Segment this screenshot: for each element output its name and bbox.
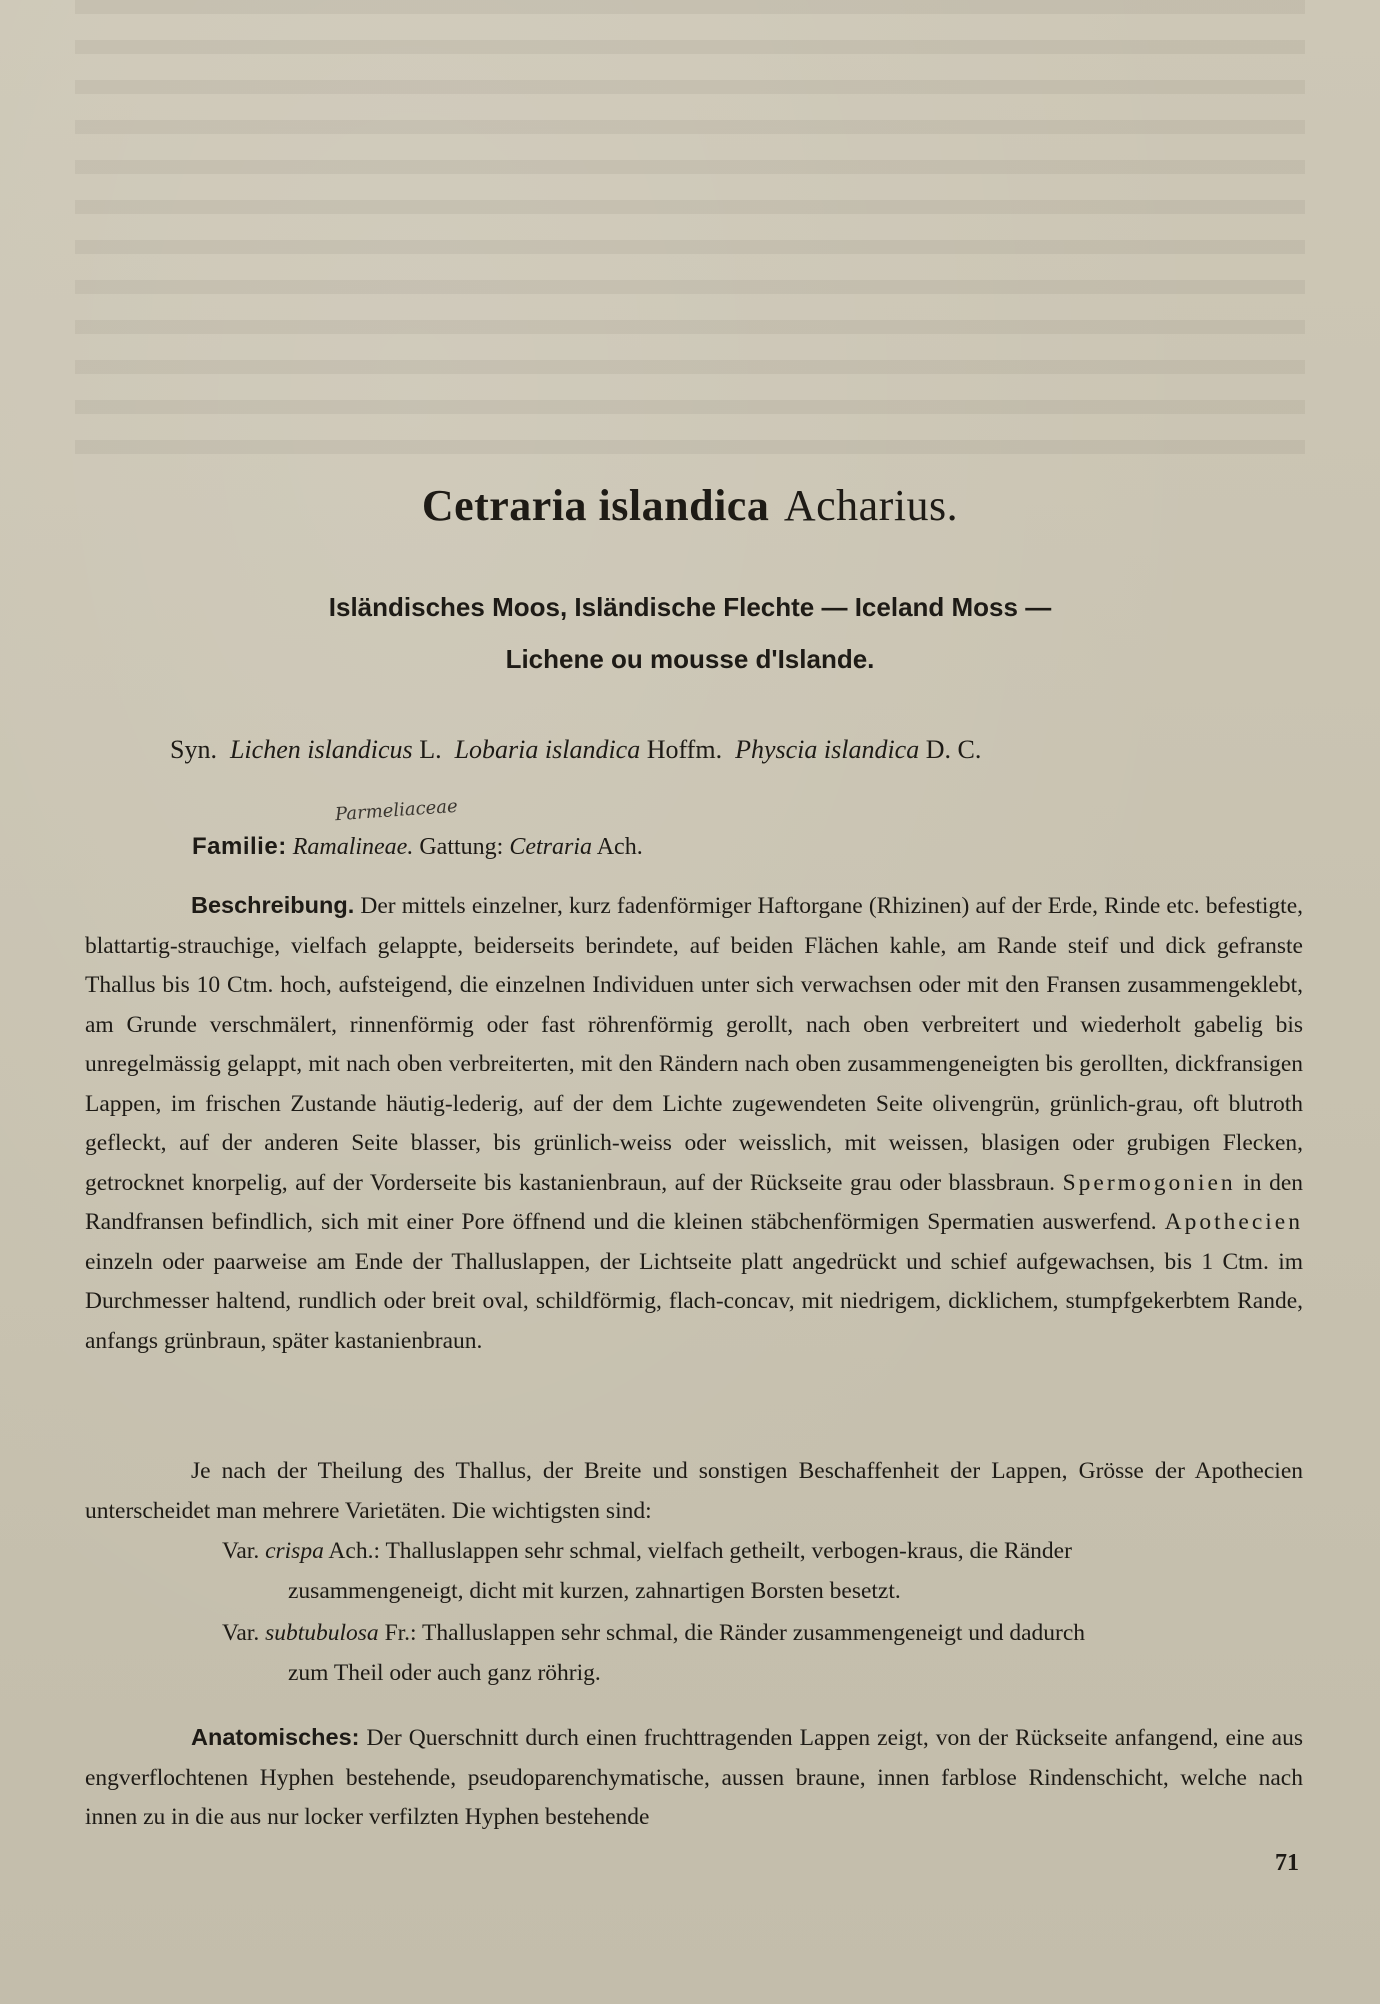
- family-name: Ramalineae.: [292, 834, 414, 860]
- anatomisches-text: Der Querschnitt durch einen fruchttragenden Lappen zeigt, von der Rückseite anfangend, eine aus engverflochtenen Hyphen bestehende, pseudoparenchymatische, aussen braune, innen farblose Rindenschicht, welche nach innen zu in die aus nur locker verfilzten Hyphen bestehende: [85, 1725, 1303, 1830]
- familie-label: Familie:: [192, 833, 287, 860]
- beschreibung-label: Beschreibung.: [191, 892, 355, 918]
- beschreibung-paragraph: [85, 886, 1303, 1361]
- page-number: 71: [1275, 1850, 1299, 1876]
- species-author: Acharius.: [783, 481, 959, 530]
- var2-author: Fr.:: [384, 1620, 417, 1646]
- var2-prefix: Var.: [222, 1620, 260, 1646]
- synonym-2-author: Hoffm.: [646, 735, 723, 764]
- common-names-line-2: Lichene ou mousse d'Islande.: [505, 644, 875, 674]
- synonym-1-name: Lichen islandicus: [229, 735, 413, 764]
- varieties-intro-paragraph: [85, 1452, 1303, 1531]
- var1-author: Ach.:: [328, 1538, 380, 1564]
- page-title: [0, 480, 1380, 531]
- common-names-line-1: Isländisches Moos, Isländische Flechte — Iceland Moss —: [328, 592, 1052, 622]
- apothecien-term: Apothecien: [1164, 1209, 1303, 1235]
- spermogonien-term: Spermogonien: [1062, 1169, 1236, 1196]
- synonym-2-name: Lobaria islandica: [454, 735, 641, 764]
- var1-line-2: zusammengeneigt, dicht mit kurzen, zahnartigen Borsten besetzt.: [288, 1577, 901, 1604]
- beschreibung-text-2: in den Randfransen befindlich, sich mit einer Pore öffnend und die kleinen stäbchenförmigen Spermatien auswerfend.: [85, 1169, 1304, 1235]
- var1-name: crispa: [265, 1538, 324, 1564]
- family-line: [192, 833, 643, 861]
- anatomisches-paragraph: [85, 1718, 1303, 1838]
- var2-line-2: zum Theil oder auch ganz röhrig.: [288, 1659, 601, 1686]
- beschreibung-text-3: einzeln oder paarweise am Ende der Thalluslappen, der Lichtseite platt angedrückt und schief aufgewachsen, bis 1 Ctm. im Durchmesser haltend, rundlich oder breit oval, schildförmig, flach-concav, mit niedrigem, dicklichem, stumpfgekerbtem Rande, anfangs grünbraun, später kastanienbraun.: [85, 1248, 1303, 1354]
- synonym-1-author: L.: [419, 735, 442, 764]
- var2-name: subtubulosa: [265, 1620, 379, 1646]
- species-name: Cetraria islandica: [421, 481, 770, 530]
- genus-name: Cetraria: [509, 834, 593, 860]
- varieties-intro-text: Je nach der Theilung des Thallus, der Breite und sonstigen Beschaffenheit der Lappen, Grösse der Apothecien unterscheidet man mehrere Varietäten. Die wichtigsten sind:: [85, 1458, 1303, 1524]
- synonym-3-name: Physcia islandica: [735, 735, 920, 764]
- var1-line-1: Thalluslappen sehr schmal, vielfach getheilt, verbogen-kraus, die Ränder: [385, 1538, 1072, 1564]
- synonyms-prefix: Syn.: [170, 735, 217, 764]
- gattung-label: Gattung:: [419, 834, 504, 860]
- var1-prefix: Var.: [222, 1538, 260, 1564]
- synonym-3-author: D. C.: [925, 735, 982, 764]
- beschreibung-text-1: Der mittels einzelner, kurz fadenförmiger Haftorgane (Rhizinen) auf der Erde, Rinde etc. befestigte, blattartig-strauchige, vielfach gelappte, beiderseits berindete, auf beiden Flächen kahle, am Rande steif und dick gefranste Thallus bis 10 Ctm. hoch, aufsteigend, die einzelnen Individuen unter sich verwachsen oder mit den Fransen zusammengeklebt, am Grunde verschmälert, rinnenförmig oder fast röhrenförmig gerollt, nach oben verbreitert und wiederholt gabelig bis unregelmässig gelappt, mit nach oben verbreiterten, mit den Rändern nach oben zusammengeneigten bis gerollten, dickfransigen Lappen, im frischen Zustande häutig-lederig, auf der dem Lichte zugewendeten Seite olivengrün, grünlich-grau, oft blutroth gefleckt, auf der anderen Seite blasser, bis grünlich-weiss oder weisslich, mit weissen, blasigen oder grubigen Flecken, getrocknet knorpelig, auf der Vorderseite bis kastanienbraun, auf der Rückseite grau oder blassbraun.: [85, 893, 1304, 1196]
- anatomisches-label: Anatomisches:: [191, 1724, 360, 1750]
- synonyms-line: [170, 735, 1270, 765]
- variety-subtubulosa: [222, 1614, 1303, 1693]
- genus-author: Ach.: [596, 834, 643, 860]
- handwritten-annotation: Parmeliaceae: [334, 795, 459, 826]
- show-through-text: [75, 0, 1305, 460]
- variety-crispa: [222, 1532, 1303, 1611]
- var2-line-1: Thalluslappen sehr schmal, die Ränder zusammengeneigt und dadurch: [422, 1620, 1086, 1646]
